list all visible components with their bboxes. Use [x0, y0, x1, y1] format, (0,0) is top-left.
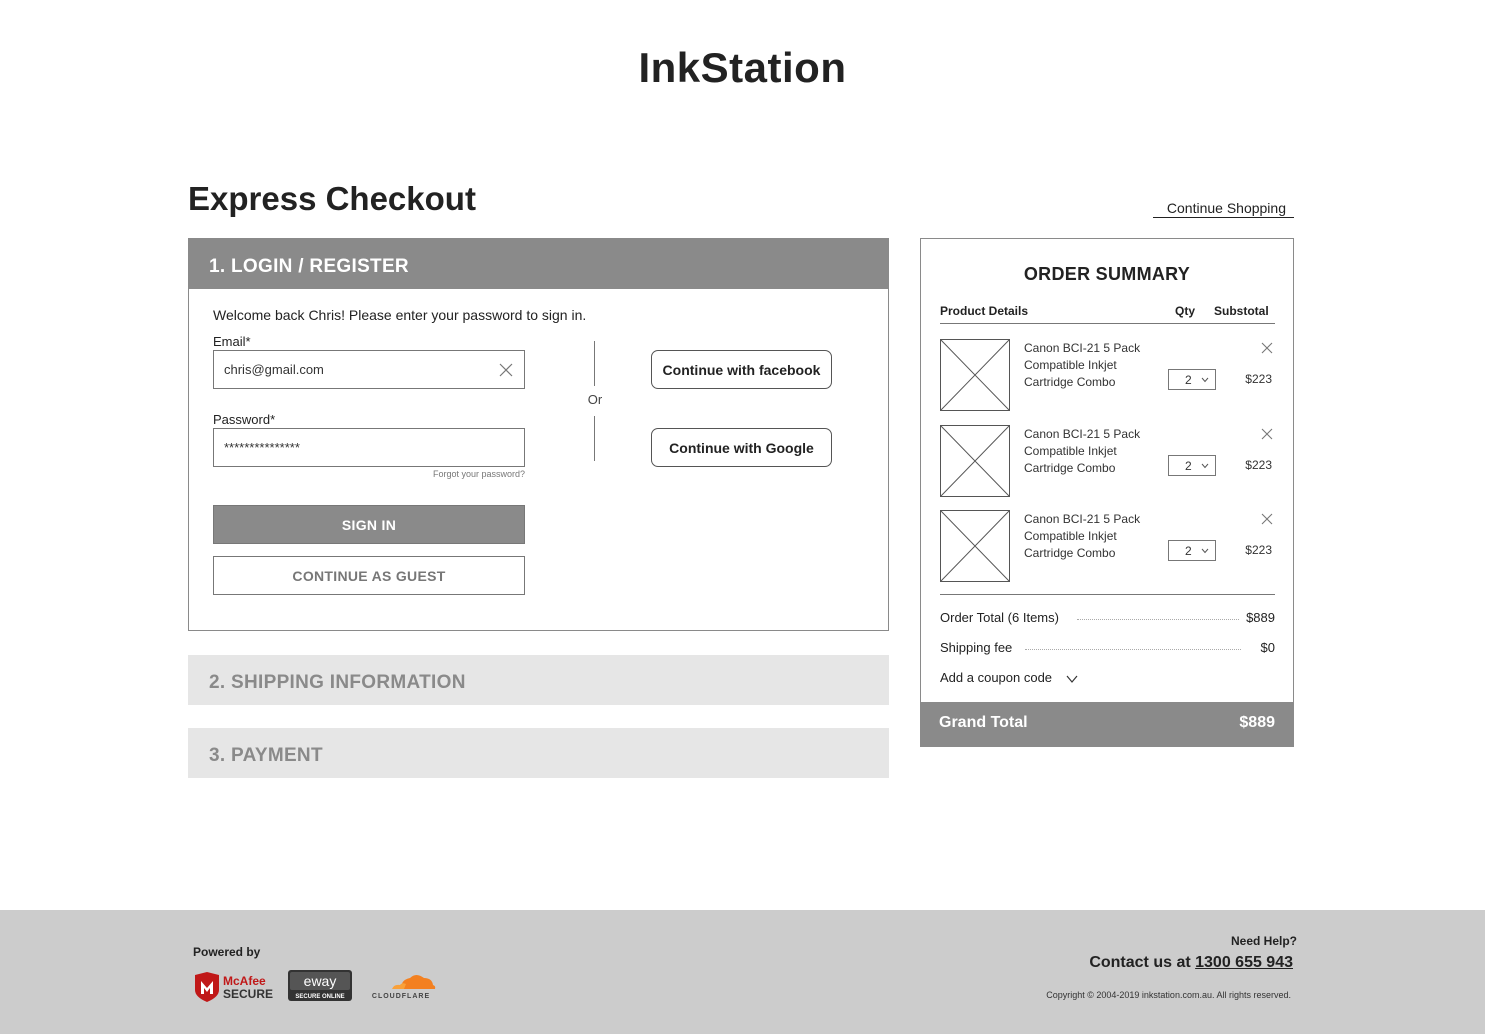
grand-total-value: $889: [1239, 714, 1275, 731]
eway-secure-text: SECURE ONLINE: [295, 994, 345, 1000]
continue-with-facebook-button[interactable]: Continue with facebook: [651, 350, 832, 389]
cart-item: [940, 510, 1275, 582]
col-product-details: Product Details: [940, 304, 1029, 318]
copyright-text: Copyright © 2004-2019 inkstation.com.au. All rights reserved.: [1046, 990, 1291, 1000]
remove-item-icon[interactable]: [1261, 427, 1273, 439]
quantity-value: 2: [1185, 459, 1192, 473]
order-total-label: Order Total (6 Items): [940, 610, 1059, 625]
shipping-information-step[interactable]: 2. SHIPPING INFORMATION: [188, 655, 889, 705]
mcafee-secure-text: SECURE: [223, 987, 274, 1001]
or-label: Or: [587, 392, 603, 407]
continue-as-guest-button[interactable]: CONTINUE AS GUEST: [213, 556, 525, 595]
page-title: Express Checkout: [188, 180, 476, 217]
add-coupon-toggle[interactable]: [940, 670, 1078, 685]
product-image-placeholder: [940, 425, 1010, 497]
eway-logo: [288, 970, 352, 1001]
shipping-fee-row: [940, 640, 1275, 658]
continue-shopping-link[interactable]: Continue Shopping: [1153, 200, 1294, 218]
brand-logo[interactable]: InkStation: [638, 44, 847, 91]
powered-by-label: Powered by: [193, 945, 261, 959]
quantity-value: 2: [1185, 373, 1192, 387]
product-name[interactable]: Canon BCI-21 5 Pack Compatible Inkjet Cartridge Combo: [1024, 427, 1141, 475]
summary-table-header: [940, 303, 1275, 324]
quantity-select[interactable]: [1168, 455, 1216, 476]
product-name[interactable]: Canon BCI-21 5 Pack Compatible Inkjet Cartridge Combo: [1024, 341, 1141, 389]
cloudflare-text: CLOUDFLARE: [371, 993, 431, 1000]
coupon-label: Add a coupon code: [940, 670, 1053, 685]
dotted-leader: [1077, 619, 1239, 620]
contact-line: [1000, 954, 1293, 972]
remove-item-icon[interactable]: [1261, 341, 1273, 353]
need-help-label: Need Help?: [1230, 934, 1297, 948]
product-name[interactable]: Canon BCI-21 5 Pack Compatible Inkjet Cartridge Combo: [1024, 512, 1141, 560]
item-subtotal: $223: [1245, 458, 1272, 472]
welcome-message: Welcome back Chris! Please enter your password to sign in.: [213, 307, 587, 323]
email-label: Email*: [213, 334, 251, 349]
quantity-value: 2: [1185, 544, 1192, 558]
cart-item: [940, 339, 1275, 411]
or-divider-top: [594, 341, 595, 386]
forgot-password-link[interactable]: Forgot your password?: [432, 469, 525, 479]
chevron-down-icon: [1201, 462, 1209, 470]
order-total-row: [940, 610, 1275, 628]
mcafee-text: McAfee: [223, 974, 266, 988]
password-field[interactable]: [213, 428, 525, 467]
dotted-leader: [1025, 649, 1241, 650]
chevron-down-icon: [1066, 675, 1078, 683]
quantity-select[interactable]: [1168, 369, 1216, 390]
shipping-fee-value: $0: [1260, 640, 1275, 655]
col-qty: Qty: [1175, 304, 1196, 318]
email-field[interactable]: [213, 350, 525, 389]
contact-prefix: Contact us at: [1089, 954, 1191, 971]
order-summary-title: ORDER SUMMARY: [1023, 264, 1191, 284]
order-total-value: $889: [1246, 610, 1275, 625]
grand-total-label: Grand Total: [939, 714, 1028, 731]
or-divider-bottom: [594, 416, 595, 461]
quantity-select[interactable]: [1168, 540, 1216, 561]
item-subtotal: $223: [1245, 372, 1272, 386]
login-register-panel: [188, 238, 889, 631]
remove-item-icon[interactable]: [1261, 512, 1273, 524]
clear-email-icon[interactable]: [497, 361, 515, 379]
login-panel-header[interactable]: 1. LOGIN / REGISTER: [189, 239, 888, 289]
cart-item: [940, 425, 1275, 497]
cloudflare-logo: [364, 972, 438, 1000]
order-summary-panel: [920, 238, 1294, 747]
mcafee-secure-logo: [193, 972, 275, 1002]
chevron-down-icon: [1201, 376, 1209, 384]
chevron-down-icon: [1201, 547, 1209, 555]
sign-in-button[interactable]: SIGN IN: [213, 505, 525, 544]
phone-link[interactable]: 1300 655 943: [1195, 954, 1293, 971]
product-image-placeholder: [940, 339, 1010, 411]
product-image-placeholder: [940, 510, 1010, 582]
payment-step[interactable]: 3. PAYMENT: [188, 728, 889, 778]
col-subtotal: Substotal: [1214, 304, 1269, 318]
continue-with-google-button[interactable]: Continue with Google: [651, 428, 832, 467]
shipping-fee-label: Shipping fee: [940, 640, 1013, 655]
grand-total-bar: [921, 702, 1293, 746]
item-subtotal: $223: [1245, 543, 1272, 557]
eway-text: eway: [303, 973, 337, 989]
footer: [0, 910, 1485, 1034]
password-label: Password*: [213, 412, 276, 427]
summary-divider: [940, 594, 1275, 595]
